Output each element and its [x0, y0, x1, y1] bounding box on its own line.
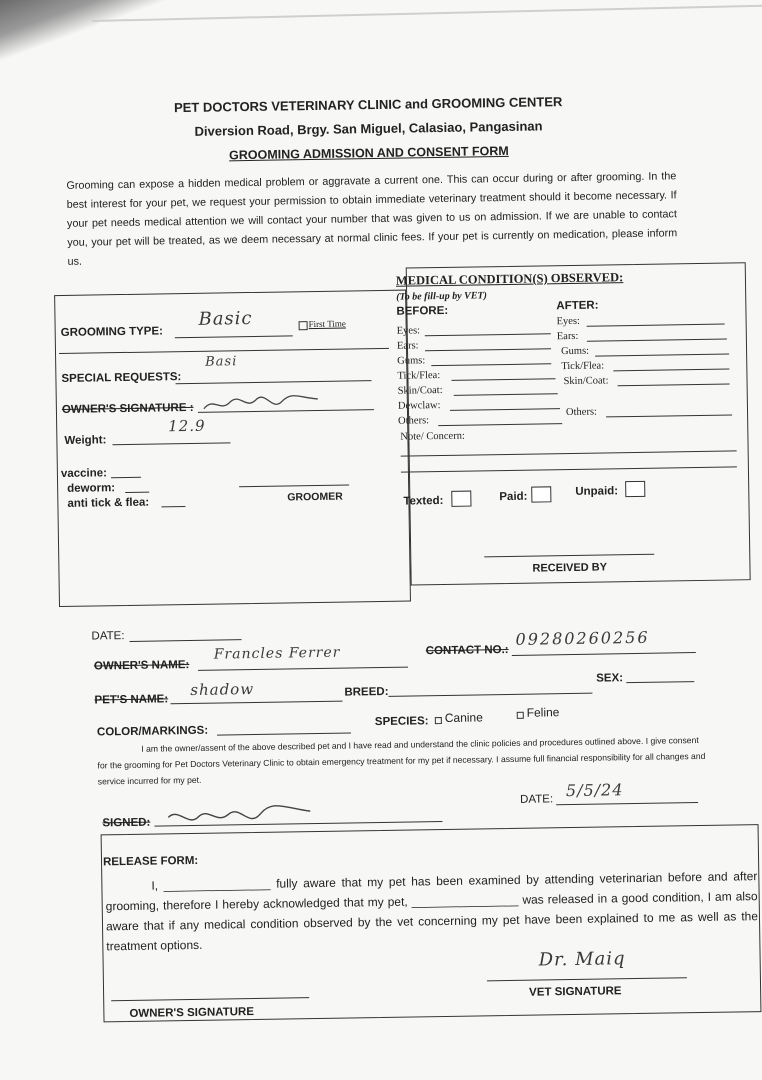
- texted-checkbox[interactable]: [451, 491, 471, 507]
- before-tick-label: Tick/Flea:: [397, 370, 441, 382]
- breed-field[interactable]: [388, 693, 592, 697]
- breed-label: BREED:: [344, 685, 389, 699]
- clinic-address: Diversion Road, Brgy. San Miguel, Calasiao, Pangasinan: [194, 118, 543, 139]
- canine-label: Canine: [444, 710, 483, 726]
- release-title: RELEASE FORM:: [102, 854, 199, 869]
- signed-date-field[interactable]: [556, 802, 698, 805]
- medical-subtitle: (To be fill-up by VET): [396, 290, 487, 303]
- sex-field[interactable]: [626, 681, 694, 683]
- note-concern-label: Note/ Concern:: [400, 430, 465, 443]
- anti-tick-label: anti tick & flea:: [67, 496, 150, 510]
- after-others-label: Others:: [565, 406, 598, 419]
- color-field[interactable]: [217, 732, 351, 735]
- deworm-label: deworm:: [67, 482, 116, 495]
- before-gums-label: Gums:: [397, 355, 426, 367]
- first-time-label: First Time: [308, 318, 346, 330]
- after-label: AFTER:: [556, 299, 599, 313]
- form-title: GROOMING ADMISSION AND CONSENT FORM: [229, 143, 509, 163]
- texted-label: Texted:: [403, 494, 444, 508]
- paid-checkbox[interactable]: [531, 486, 551, 502]
- release-paragraph: I, ________________ fully aware that my pet has been examined by attending veterinarian before and after grooming, therefore I hereby acknowledged that my pet, ________________ was released in a good condition, I am also aware that if any medical condition observed by the vet concerning my pet have been explained to me as well as the treatment options.: [105, 869, 759, 954]
- first-time-checkbox[interactable]: [299, 321, 308, 330]
- weight-value: 12.9: [168, 416, 206, 436]
- species-label: SPECIES:: [374, 715, 429, 729]
- vet-signature-label: VET SIGNATURE: [529, 985, 622, 999]
- after-ears-label: Ears:: [556, 330, 579, 343]
- owner-name-label: OWNER'S NAME:: [93, 659, 190, 673]
- pet-name-field[interactable]: [171, 701, 343, 705]
- before-dewclaw-label: Dewclaw:: [397, 400, 441, 412]
- groomer-label: GROOMER: [287, 490, 343, 504]
- unpaid-checkbox[interactable]: [625, 481, 645, 497]
- paid-label: Paid:: [499, 490, 528, 504]
- consent-paragraph: I am the owner/assent of the above described pet and I have read and understand the clinic policies and procedures outlined above. I give consent for the grooming for Pet Doctors Veterinary Clinic to obtain emergency treatment for my pet if necessary. I assume full financial responsibility for all changes and service incurred for my pet.: [97, 735, 706, 787]
- before-ears-label: Ears:: [396, 340, 419, 352]
- owner-release-signature-label: OWNER'S SIGNATURE: [129, 1006, 255, 1020]
- weight-label: Weight:: [64, 434, 107, 447]
- before-skin-label: Skin/Coat:: [397, 384, 443, 397]
- after-gums-label: Gums:: [560, 345, 590, 358]
- feline-label: Feline: [526, 705, 560, 720]
- color-label: COLOR/MARKINGS:: [96, 724, 209, 739]
- owner-name-value: Francles Ferrer: [213, 644, 341, 663]
- vet-handwritten-signature: Dr. Maiq: [538, 948, 626, 971]
- owner-signature-scribble: [202, 389, 322, 421]
- received-by-label: RECEIVED BY: [532, 561, 608, 575]
- vaccine-label: vaccine:: [60, 467, 108, 481]
- signed-label: SIGNED:: [102, 816, 151, 830]
- owner-name-field[interactable]: [198, 667, 408, 671]
- after-tick-label: Tick/Flea:: [561, 360, 605, 373]
- contact-value: 09280260256: [515, 627, 650, 649]
- signed-date-value: 5/5/24: [565, 780, 624, 801]
- date-field[interactable]: [130, 639, 242, 642]
- before-others-label: Others:: [398, 415, 430, 427]
- unpaid-label: Unpaid:: [575, 485, 619, 498]
- owner-signature-label: OWNER'S SIGNATURE :: [61, 401, 194, 416]
- medical-title: MEDICAL CONDITION(S) OBSERVED:: [395, 270, 624, 288]
- signed-date-label: DATE:: [520, 793, 554, 806]
- after-eyes-label: Eyes:: [556, 315, 581, 328]
- intro-paragraph: Grooming can expose a hidden medical problem or aggravate a current one. This can occur during or after grooming. In the best interest for your pet, we request your permission to obtain immediate veterinary treatment should it become necessary. If your pet needs medical attention we will contact your number that was given to us on admission. If we are unable to contact you, your pet will be treated, as we deem necessary at normal clinic fees. If your pet is currently on medication, please inform us.: [66, 170, 678, 268]
- grooming-type-label: GROOMING TYPE:: [60, 325, 164, 339]
- contact-field[interactable]: [512, 652, 696, 656]
- sex-label: SEX:: [596, 672, 624, 685]
- date-label: DATE:: [91, 630, 125, 643]
- special-requests-value: Basi: [205, 354, 238, 370]
- pet-name-value: shadow: [190, 679, 255, 699]
- before-label: BEFORE:: [396, 304, 449, 318]
- signed-scribble: [164, 801, 314, 833]
- feline-checkbox[interactable]: [517, 712, 524, 719]
- pet-name-label: PET'S NAME:: [94, 693, 169, 707]
- grooming-type-value: Basic: [198, 307, 253, 330]
- special-requests-label: SPECIAL REQUESTS:: [61, 371, 182, 385]
- before-eyes-label: Eyes:: [396, 325, 421, 337]
- contact-label: CONTACT NO.:: [425, 643, 509, 658]
- clinic-name: PET DOCTORS VETERINARY CLINIC and GROOMING CENTER: [173, 94, 563, 116]
- canine-checkbox[interactable]: [435, 717, 442, 724]
- after-skin-label: Skin/Coat:: [563, 375, 609, 388]
